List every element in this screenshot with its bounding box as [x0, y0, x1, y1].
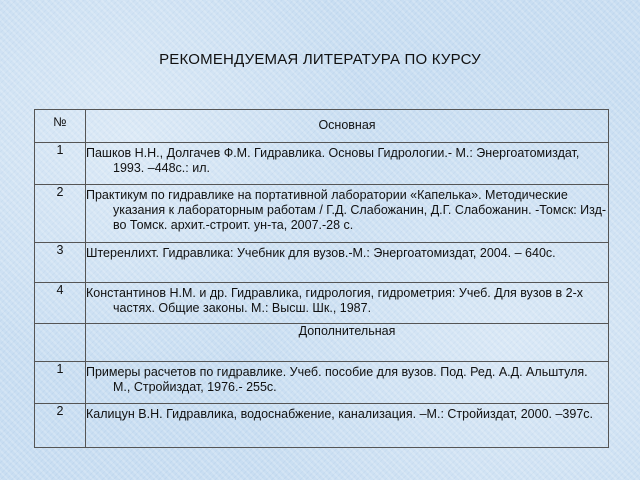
- page-title: РЕКОМЕНДУЕМАЯ ЛИТЕРАТУРА ПО КУРСУ: [159, 51, 481, 68]
- reference-text: Калицун В.Н. Гидравлика, водоснабжение, канализация. –М.: Стройиздат, 2000. –397с.: [86, 407, 594, 421]
- table-row: [35, 404, 609, 448]
- row-number: 2: [35, 185, 86, 243]
- row-number: 3: [35, 243, 86, 283]
- number-column-header: №: [35, 110, 86, 143]
- additional-header-row: [35, 324, 609, 362]
- reference-text: Практикум по гидравлике на портативной лаборатории «Капелька». Методические указания к лабораторным работам / Г.Д. Слабожанин, Д.Г. Слабожанин. -Томск: Изд-во Томск. архит.-строит. ун-та, 2007.-28 с.: [86, 188, 607, 232]
- table-row: [35, 143, 609, 185]
- table-row: [35, 185, 609, 243]
- additional-section-header: Дополнительная: [86, 324, 609, 362]
- table-row: [35, 283, 609, 324]
- empty-number-cell: [35, 324, 86, 362]
- main-section-header: Основная: [86, 110, 609, 143]
- row-number: 2: [35, 404, 86, 448]
- reference-text: Примеры расчетов по гидравлике. Учеб. пособие для вузов. Под. Ред. А.Д. Альштуля. М., Стройиздат, 1976.- 255с.: [86, 365, 588, 394]
- literature-table: [34, 109, 609, 448]
- row-number: 1: [35, 143, 86, 185]
- reference-text: Штеренлихт. Гидравлика: Учебник для вузов.-М.: Энергоатомиздат, 2004. – 640с.: [86, 246, 556, 260]
- reference-text: Пашков Н.Н., Долгачев Ф.М. Гидравлика. Основы Гидрологии.- М.: Энергоатомиздат, 1993. –448с.: ил.: [86, 146, 580, 175]
- reference-text: Константинов Н.М. и др. Гидравлика, гидрология, гидрометрия: Учеб. Для вузов в 2-х частях. Общие законы. М.: Высш. Шк., 1987.: [86, 286, 583, 315]
- table-row: [35, 243, 609, 283]
- row-number: 4: [35, 283, 86, 324]
- table-header-row: [35, 110, 609, 143]
- table-row: [35, 362, 609, 404]
- row-number: 1: [35, 362, 86, 404]
